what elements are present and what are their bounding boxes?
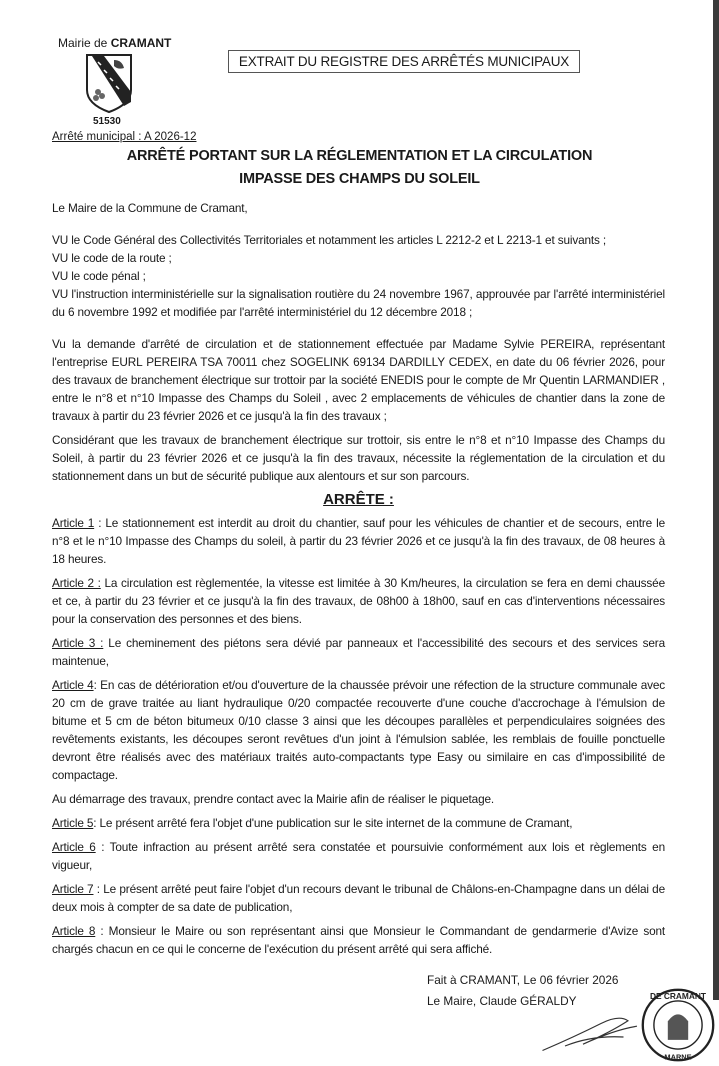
demarrage-paragraph: Au démarrage des travaux, prendre contact avec la Mairie afin de réaliser le piquetage.	[52, 792, 495, 806]
coat-of-arms-logo	[84, 52, 134, 114]
article-text: : Toute infraction au présent arrêté sera constatée et poursuivie conformément aux lois et règlements en vigueur,	[52, 840, 665, 872]
article-8	[52, 922, 665, 958]
place-date: Fait à CRAMANT, Le 06 février 2026	[427, 973, 619, 987]
article-text: : Le stationnement est interdit au droit du chantier, sauf pour les véhicules de chantier et de secours, entre le n°8 et le n°10 Impasse des Champs du soleil, à partir du 23 février 2026 et ce jusqu'à la fin des travaux, de 08 heures à 18 heures.	[52, 516, 666, 566]
article-label: Article 8	[52, 924, 96, 938]
mairie-stamp	[640, 984, 716, 1066]
considerant-paragraph: Considérant que les travaux de branchement électrique sur trottoir, sis entre le n°8 et n°10 Impasse des Champs du Soleil, à partir du 23 février 2026 et ce jusqu'à la fin des travaux, nécessite la réglementation de la circulation et du stationnement dans un but de sécurité publique aux alentours et sur son parcours.	[52, 433, 665, 483]
vu-block	[52, 231, 665, 321]
article-4	[52, 676, 665, 784]
mayor-name: Le Maire, Claude GÉRALDY	[427, 994, 577, 1008]
article-text: : En cas de détérioration et/ou d'ouverture de la chaussée prévoir une réfection de la structure communale avec 20 cm de grave traitée au liant hydraulique 0/20 compactée recouverte d'une couche d'accrochage à l'émulsion de bitume et 5 cm de béton bitumeux 0/10 classe 3 ainsi que les découpes parallèles et perpendiculaires soignées des revêtements existants, les découpes seront revêtues d'un joint à l'émulsion sablée, les remblais de fouille ponctuelle devront être réalisés avec des matériaux traités auto-compactants type Easy ou similaire en cas d'impossibilité de compactage.	[52, 678, 666, 782]
article-text: La circulation est règlementée, la vitesse est limitée à 30 Km/heures, la circulation se fera en demi chaussée et ce, à partir du 23 février et ce jusqu'à la fin des travaux, de 08h00 à 18h00, sauf en cas d'interventions nécessaires pour la conservation des personnes et des biens.	[52, 576, 665, 626]
article-text: : Le présent arrêté peut faire l'objet d'un recours devant le tribunal de Châlons-en-Champagne dans un délai de deux mois à compter de sa date de publication,	[52, 882, 666, 914]
article-label: Article 2 :	[52, 576, 101, 590]
article-label: Article 1	[52, 516, 95, 530]
article-label: Article 4	[52, 678, 94, 692]
article-7	[52, 880, 665, 916]
document-title-line1: ARRÊTÉ PORTANT SUR LA RÉGLEMENTATION ET LA CIRCULATION	[126, 148, 593, 164]
vu-line: VU le Code Général des Collectivités Territoriales et notamment les articles L 2212-2 et L 2213-1 et suivants ;	[52, 233, 607, 247]
article-3	[52, 634, 665, 670]
article-text: : Monsieur le Maire ou son représentant ainsi que Monsieur le Commandant de gendarmerie d'Avize sont chargés chacun en ce qui le concerne de l'exécution du présent arrêté qui sera affiché.	[52, 924, 666, 956]
handwritten-signature	[537, 1010, 647, 1055]
postcode: 51530	[93, 116, 121, 127]
signature-block	[427, 970, 706, 1062]
article-text: : Le présent arrêté fera l'objet d'une publication sur le site internet de la commune de Cramant,	[93, 816, 573, 830]
article-label: Article 7	[52, 882, 94, 896]
arrete-heading: ARRÊTE :	[323, 491, 394, 508]
article-label: Article 5	[52, 816, 94, 830]
arrete-reference: Arrêté municipal : A 2026-12	[52, 131, 197, 143]
article-6	[52, 838, 665, 874]
demande-paragraph: Vu la demande d'arrêté de circulation et de stationnement effectuée par Madame Sylvie PEREIRA, représentant l'entreprise EURL PEREIRA TSA 70011 chez SOGELINK 69134 DARDILLY CEDEX, en date du 06 février 2026, pour des travaux de branchement électrique sur trottoir par la société ENEDIS pour le compte de Mr Quentin LARMANDIER , entre le n°8 et n°10 Impasse des Champs du Soleil , avec 2 emplacements de véhicules de chantier dans la zone de travaux à partir du 23 février 2026 et ce jusqu'à la fin des travaux ;	[52, 337, 665, 423]
intro: Le Maire de la Commune de Cramant,	[52, 201, 248, 215]
article-text: Le cheminement des piétons sera dévié par panneaux et l'accessibilité des secours et des services sera maintenue,	[52, 636, 665, 668]
vu-line: VU le code de la route ;	[52, 251, 172, 265]
article-label: Article 3 :	[52, 636, 104, 650]
mairie-name: Mairie de CRAMANT	[58, 36, 172, 50]
vu-line: VU le code pénal ;	[52, 269, 146, 283]
article-5	[52, 814, 665, 832]
register-title: EXTRAIT DU REGISTRE DES ARRÊTÉS MUNICIPAUX	[228, 50, 580, 73]
document-title-line2: IMPASSE DES CHAMPS DU SOLEIL	[239, 171, 480, 187]
svg-text:MARNE: MARNE	[664, 1052, 692, 1062]
article-2	[52, 574, 665, 628]
article-label: Article 6	[52, 840, 96, 854]
svg-text:DE CRAMANT: DE CRAMANT	[650, 991, 706, 1002]
article-1	[52, 514, 665, 568]
vu-line: VU l'instruction interministérielle sur la signalisation routière du 24 novembre 1967, approuvée par l'arrêté interministériel du 6 novembre 1992 et modifiée par l'arrêté interministériel du 12 décembre 2018 ;	[52, 287, 665, 319]
document-body	[52, 199, 706, 1062]
